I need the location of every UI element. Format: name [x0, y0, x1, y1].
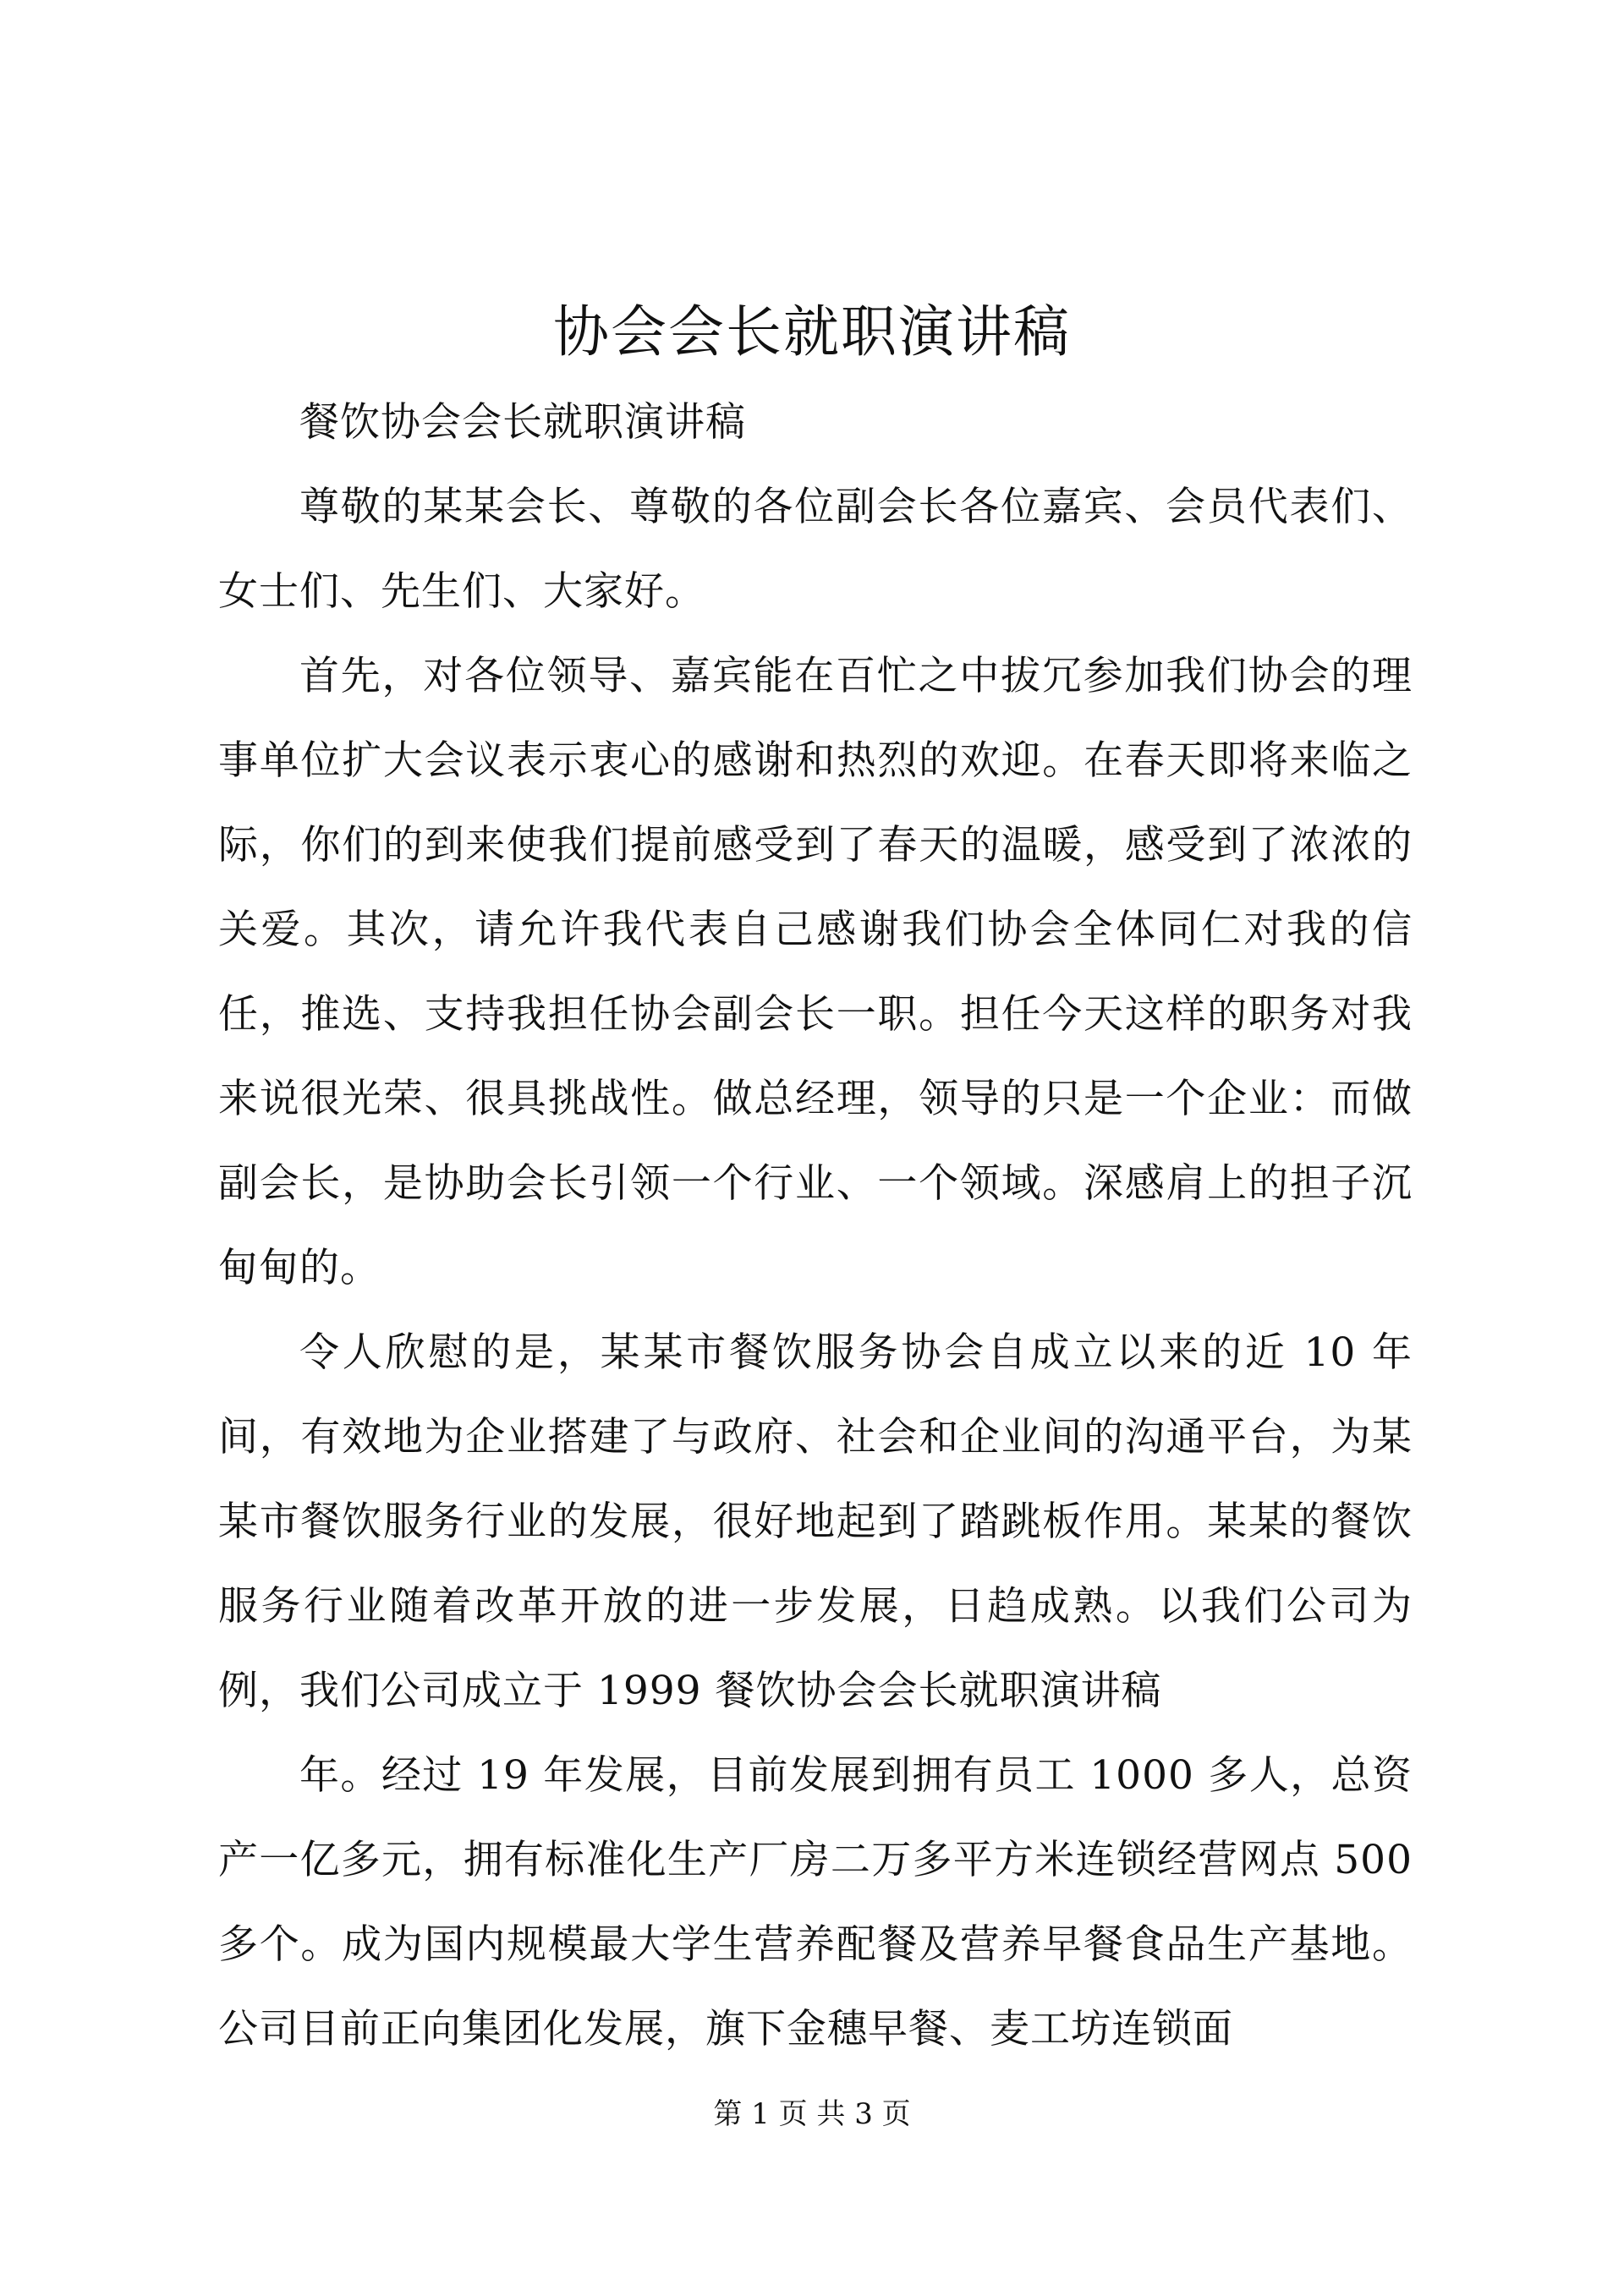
paragraph-thanks: 首先，对各位领导、嘉宾能在百忙之中拔冗参加我们协会的理事单位扩大会议表示衷心的感谢和热烈的欢迎。在春天即将来临之际，你们的到来使我们提前感受到了春天的温暖，感受到了浓浓的关爱。其次，请允许我代表自己感谢我们协会全体同仁对我的信任，推选、支持我担任协会副会长一职。担任今天这样的职务对我来说很光荣、很具挑战性。做总经理，领导的只是一个企业：而做副会长，是协助会长引领一个行业、一个领域。深感肩上的担子沉甸甸的。: [218, 653, 1413, 1291]
paragraph-greeting: 尊敬的某某会长、尊敬的各位副会长各位嘉宾、会员代表们、女士们、先生们、大家好。: [218, 484, 1413, 615]
document-body: [218, 381, 1413, 2072]
paragraph-subtitle: 餐饮协会会长就职演讲稿: [299, 399, 746, 446]
page-footer: 第 1 页 共 3 页: [713, 2097, 911, 2131]
paragraph-association-history: 令人欣慰的是，某某市餐饮服务协会自成立以来的近 10 年间，有效地为企业搭建了与政府、社会和企业间的沟通平台，为某某市餐饮服务行业的发展，很好地起到了踏跳板作用。某某的餐饮服务行业随着改革开放的进一步发展，日趋成熟。以我们公司为例，我们公司成立于 1999 餐饮协会会长就职演讲稿: [218, 1329, 1413, 1714]
page-title: 协会会长就职演讲稿: [553, 299, 1071, 364]
paragraph-company-development: 年。经过 19 年发展，目前发展到拥有员工 1000 多人，总资产一亿多元，拥有标准化生产厂房二万多平方米连锁经营网点 500 多个。成为国内规模最大学生营养配餐及营养早餐食品生产基地。公司目前正向集团化发展，旗下金穗早餐、麦工坊连锁面: [218, 1752, 1413, 2052]
